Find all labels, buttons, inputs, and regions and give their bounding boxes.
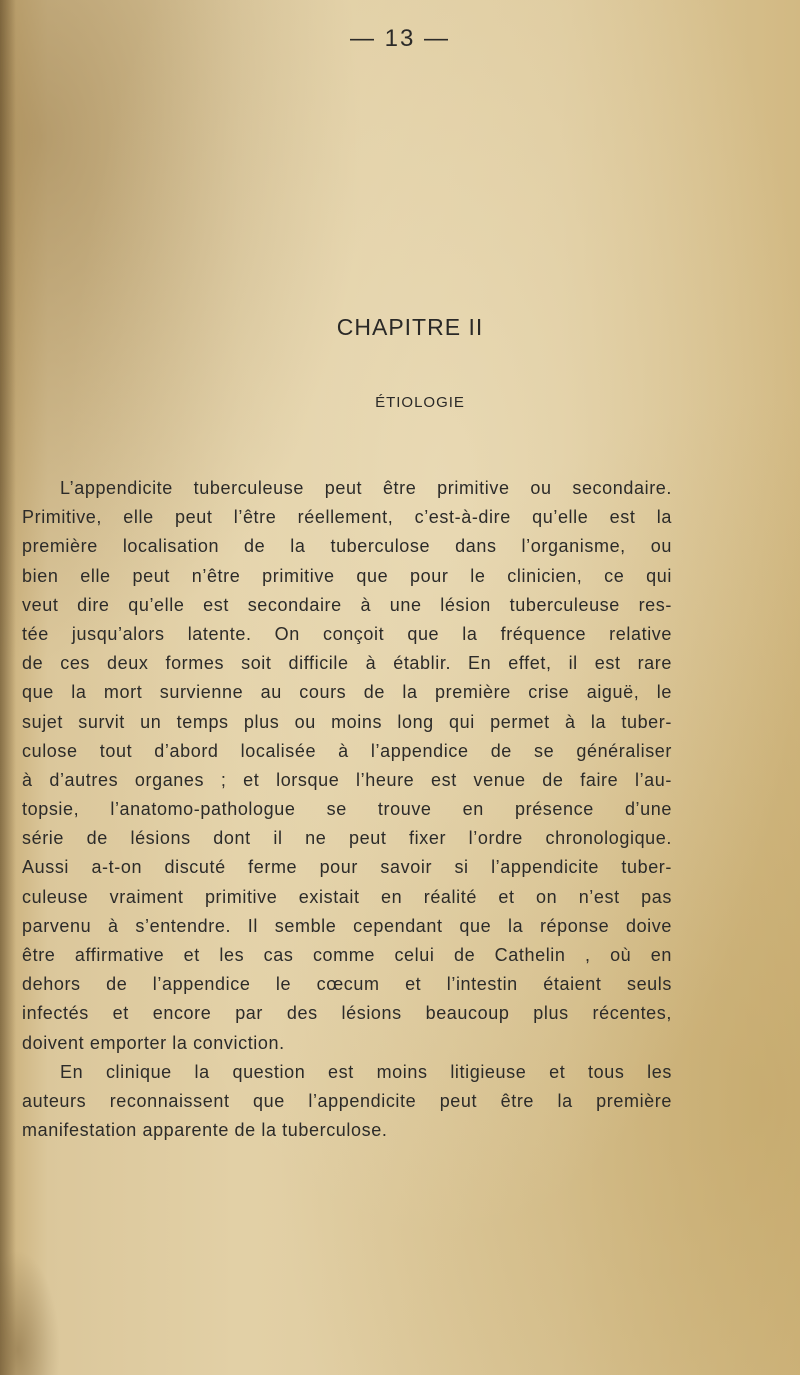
text-line: manifestation apparente de la tuberculose. (22, 1120, 388, 1141)
text-line: de ces deux formes soit difficile à établir. En effet, il est rare (22, 653, 672, 674)
text-line: dehors de l’appendice le cœcum et l’intestin étaient seuls (22, 974, 672, 995)
text-line: première localisation de la tuberculose dans l’organisme, ou (22, 536, 672, 557)
paragraph (22, 1058, 672, 1146)
paragraph (22, 474, 672, 1058)
text-line: Primitive, elle peut l’être réellement, c’est-à-dire qu’elle est la (22, 507, 672, 528)
section-title: ÉTIOLOGIE (375, 394, 465, 411)
text-line: tée jusqu’alors latente. On conçoit que la fréquence relative (22, 623, 672, 644)
text-line: culose tout d’abord localisée à l’appendice de se généraliser (22, 740, 672, 761)
page-number: — 13 — (349, 25, 451, 52)
text-line: que la mort survienne au cours de la première crise aiguë, le (22, 682, 672, 703)
text-line: infectés et encore par des lésions beaucoup plus récentes, (22, 1003, 672, 1024)
text-line: bien elle peut n’être primitive que pour le clinicien, ce qui (22, 565, 672, 586)
text-line: En clinique la question est moins litigieuse et tous les (60, 1061, 672, 1082)
text-line: être affirmative et les cas comme celui de Cathelin , où en (22, 945, 672, 965)
text-line: Aussi a-t-on discuté ferme pour savoir si l’appendicite tuber- (22, 857, 672, 878)
text-line: L’appendicite tuberculeuse peut être primitive ou secondaire. (60, 478, 672, 498)
text-line: auteurs reconnaissent que l’appendicite peut être la première (22, 1090, 672, 1111)
binding-shadow (0, 0, 16, 1375)
text-line: veut dire qu’elle est secondaire à une lésion tuberculeuse res- (22, 594, 672, 615)
text-line: parvenu à s’entendre. Il semble cependant que la réponse doive (22, 915, 672, 936)
text-line: série de lésions dont il ne peut fixer l’ordre chronologique. (22, 828, 672, 849)
text-line: topsie, l’anatomo-pathologue se trouve en présence d’une (22, 799, 672, 820)
text-line: doivent emporter la conviction. (22, 1032, 285, 1053)
text-line: culeuse vraiment primitive existait en réalité et on n’est pas (22, 886, 672, 907)
text-line: sujet survit un temps plus ou moins long qui permet à la tuber- (22, 711, 672, 732)
body-text (22, 474, 672, 1145)
text-line: à d’autres organes ; et lorsque l’heure est venue de faire l’au- (22, 769, 672, 790)
paper-stain (0, 1250, 60, 1375)
chapter-title: CHAPITRE II (336, 314, 484, 340)
